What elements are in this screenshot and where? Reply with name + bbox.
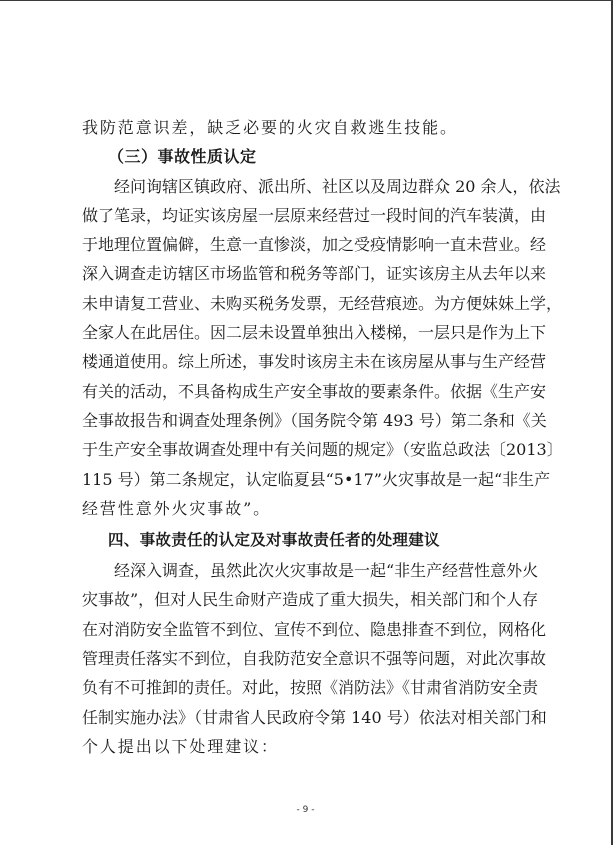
page-number: - 9 - [296, 805, 315, 815]
paragraph-line: 楼通道使用。综上所述，事发时该房主未在该房屋从事与生产经营 [82, 352, 547, 372]
document-body [82, 113, 563, 761]
paragraph-line: 在对消防安全监管不到位、宣传不到位、隐患排查不到位，网格化 [82, 619, 547, 639]
paragraph-line: 经营性意外火灾事故”。 [82, 498, 272, 518]
paragraph-line: 经问询辖区镇政府、派出所、社区以及周边群众 20 余人，依法 [114, 176, 561, 196]
paragraph-line: 未申请复工营业、未购买税务发票，无经营痕迹。为方便妹妹上学， [82, 293, 563, 313]
paragraph-line: 于生产安全事故调查处理中有关问题的规定》（安监总政法〔2013〕 [82, 440, 563, 460]
paragraph-line: 深入调查走访辖区市场监管和税务等部门，证实该房主从去年以来 [82, 264, 547, 284]
section-heading-nature-determination: （三）事故性质认定 [108, 147, 257, 167]
paragraph-line: 全家人在此居住。因二层未设置单独出入楼梯，一层只是作为上下 [82, 323, 547, 343]
paragraph-line: 有关的活动，不具备构成生产安全事故的要素条件。依据《生产安 [82, 381, 547, 401]
paragraph-line: 管理责任落实不到位，自我防范安全意识不强等问题，对此次事故 [82, 649, 547, 669]
paragraph-line: 任制实施办法》（甘肃省人民政府令第 140 号）依法对相关部门和 [82, 707, 547, 727]
paragraph-line: 做了笔录，均证实该房屋一层原来经营过一段时间的汽车装潢，由 [82, 205, 547, 225]
paragraph-line: 个人提出以下处理建议： [82, 736, 279, 756]
section-heading-responsibility: 四、事故责任的认定及对事故责任者的处理建议 [108, 531, 440, 550]
paragraph-line: 我防范意识差，缺乏必要的火灾自救逃生技能。 [82, 118, 458, 137]
paragraph-line: 灾事故”，但对人民生命财产造成了重大损失，相关部门和个人存 [82, 590, 539, 610]
paragraph-line: 经深入调查，虽然此次火灾事故是一起“非生产经营性意外火 [114, 561, 539, 581]
paragraph-line: 115 号）第二条规定，认定临夏县“5•17”火灾事故是一起“非生产 [82, 469, 551, 489]
paragraph-line: 全事故报告和调查处理条例》（国务院令第 493 号）第二条和《关 [82, 410, 547, 430]
paragraph-line: 于地理位置偏僻，生意一直惨淡，加之受疫情影响一直未营业。经 [82, 235, 547, 255]
paragraph-line: 负有不可推卸的责任。对此，按照《消防法》《甘肃省消防安全责 [82, 678, 539, 698]
